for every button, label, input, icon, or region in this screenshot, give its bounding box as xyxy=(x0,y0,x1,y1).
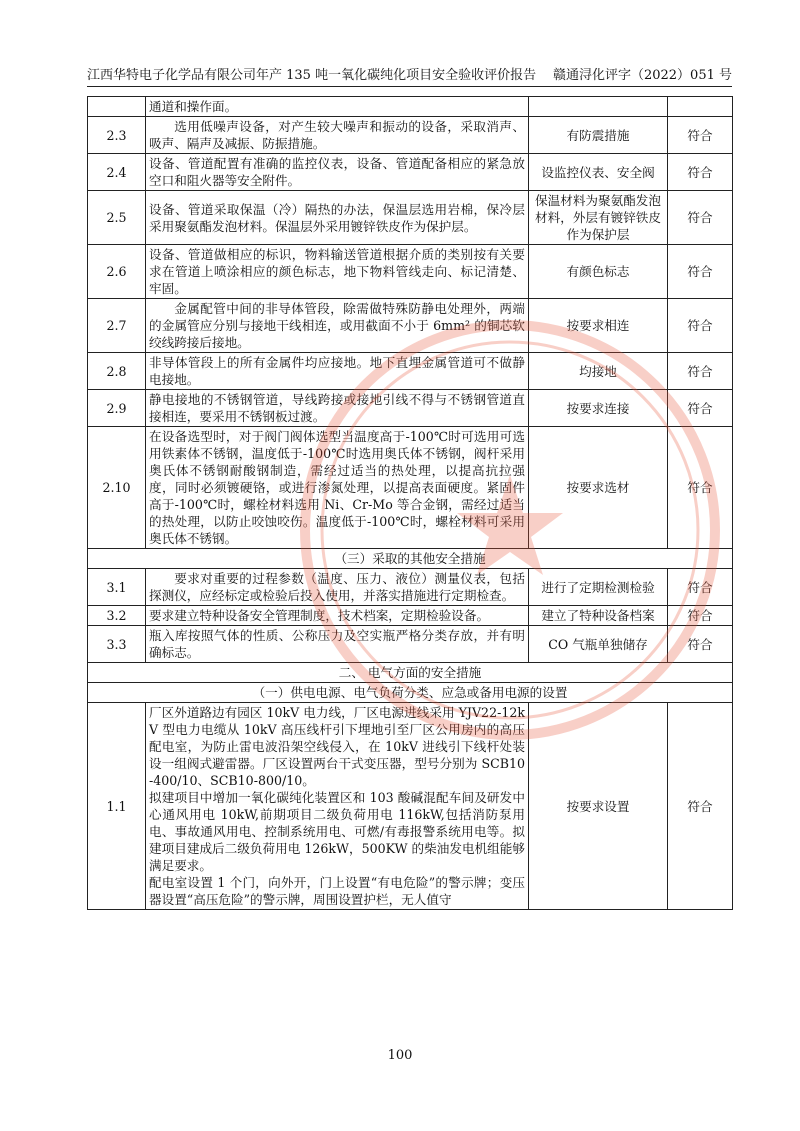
requirement-text: 设备、管道做相应的标识，物料输送管道根据介质的类别按有关要求在管道上喷涂相应的颜色标志，地下物料管线走向、标记清楚、牢固。 xyxy=(149,247,525,296)
section-row xyxy=(88,683,733,703)
table-row xyxy=(88,427,733,549)
implemented-measure: 均接地 xyxy=(529,353,668,390)
item-number xyxy=(88,97,146,117)
page-number: 100 xyxy=(387,1048,413,1063)
compliance-result: 符合 xyxy=(668,703,733,910)
item-number: 3.2 xyxy=(88,606,146,626)
item-number: 3.3 xyxy=(88,626,146,663)
section-heading: （三）采取的其他安全措施 xyxy=(88,549,733,569)
table-row xyxy=(88,245,733,299)
requirement-text: 在设备选型时，对于阀门阀体选型当温度高于-100℃时可选用可选用铁素体不锈钢，温度低于-100℃时选用奥氏体不锈钢，阀杆采用奥氏体不锈钢耐酸钢制造，需经过适当的热处理，以提高抗拉强度，同时必须镀硬铬，或进行渗氮处理，以提高表面硬度。紧固件高于-100℃时，螺栓材料选用 Ni、Cr-Mo 等合金钢，需经过适当的热处理，以防止咬蚀咬伤。温度低于-100℃时，螺栓材料可采用奥氏体不锈钢。 xyxy=(149,429,525,546)
requirement-text: 瓶入库按照气体的性质、公称压力及空实瓶严格分类存放，并有明确标志。 xyxy=(149,628,525,660)
requirement-cell xyxy=(146,569,529,606)
compliance-result: 符合 xyxy=(668,245,733,299)
compliance-result: 符合 xyxy=(668,569,733,606)
section-heading: 二、 电气方面的安全措施 xyxy=(88,663,733,683)
requirement-text: 要求建立特种设备安全管理制度，技术档案，定期检验设备。 xyxy=(149,608,490,623)
implemented-measure: 进行了定期检测检验 xyxy=(529,569,668,606)
requirement-text: 设备、管道配置有准确的监控仪表，设备、管道配备相应的紧急放空口和阻火器等安全附件。 xyxy=(149,156,525,188)
compliance-result: 符合 xyxy=(668,626,733,663)
table-row xyxy=(88,703,733,910)
requirement-text: 厂区外道路边有园区 10kV 电力线，厂区电源进线采用 YJV22-12kV 型电力电缆从 10kV 高压线杆引下埋地引至厂区公用房内的高压配电室，为防止雷电波沿架空线侵入，在 10kV 进线引下线杆处装设一组阀式避雷器。厂区设置两台干式变压器，型号分别为 SCB10-400/10、SCB10-800/10。 xyxy=(149,705,525,788)
table-row xyxy=(88,191,733,245)
table-row xyxy=(88,569,733,606)
item-number: 2.5 xyxy=(88,191,146,245)
compliance-result: 符合 xyxy=(668,154,733,191)
compliance-result: 符合 xyxy=(668,299,733,353)
table-row xyxy=(88,626,733,663)
table-row xyxy=(88,117,733,154)
item-number: 1.1 xyxy=(88,703,146,910)
requirement-cell xyxy=(146,353,529,390)
implemented-measure: 保温材料为聚氨酯发泡材料，外层有镀锌铁皮作为保护层 xyxy=(529,191,668,245)
table-row xyxy=(88,299,733,353)
implemented-measure: 有防震措施 xyxy=(529,117,668,154)
requirement-text: 拟建项目中增加一氧化碳纯化装置区和 103 酸碱混配车间及研发中心通风用电 10kW,前期项目二级负荷用电 116kW,包括消防泵用电、事故通风用电、控制系统用电、可燃/有毒报警系统用电等。拟建项目建成后二级负荷用电 126kW，500KW 的柴油发电机组能够满足要求。 xyxy=(149,790,525,873)
safety-measures-table xyxy=(87,96,733,910)
requirement-cell xyxy=(146,626,529,663)
requirement-text: 通道和操作面。 xyxy=(149,99,238,114)
implemented-measure: 有颜色标志 xyxy=(529,245,668,299)
implemented-measure: CO 气瓶单独储存 xyxy=(529,626,668,663)
compliance-result: 符合 xyxy=(668,353,733,390)
table-row xyxy=(88,606,733,626)
page-header xyxy=(87,66,732,87)
item-number: 2.4 xyxy=(88,154,146,191)
implemented-measure: 按要求设置 xyxy=(529,703,668,910)
implemented-measure: 按要求连接 xyxy=(529,390,668,427)
item-number: 2.9 xyxy=(88,390,146,427)
requirement-cell xyxy=(146,154,529,191)
requirement-cell xyxy=(146,427,529,549)
requirement-text: 选用低噪声设备，对产生较大噪声和振动的设备，采取消声、吸声、隔声及减振、防振措施。 xyxy=(149,119,525,151)
requirement-cell xyxy=(146,299,529,353)
implemented-measure: 按要求选材 xyxy=(529,427,668,549)
report-title: 江西华特电子化学品有限公司年产 135 吨一氧化碳纯化项目安全验收评价报告 xyxy=(87,68,537,83)
item-number: 2.6 xyxy=(88,245,146,299)
section-row xyxy=(88,549,733,569)
section-row xyxy=(88,663,733,683)
requirement-cell xyxy=(146,97,529,117)
compliance-result xyxy=(668,97,733,117)
requirement-cell xyxy=(146,191,529,245)
implemented-measure xyxy=(529,97,668,117)
implemented-measure: 按要求相连 xyxy=(529,299,668,353)
requirement-cell xyxy=(146,703,529,910)
requirement-text: 配电室设置 1 个门，向外开，门上设置“有电危险”的警示牌；变压器设置“高压危险”的警示牌，周围设置护栏，无人值守 xyxy=(149,875,525,907)
report-number: 赣通浔化评字（2022）051 号 xyxy=(552,68,732,83)
item-number: 3.1 xyxy=(88,569,146,606)
item-number: 2.7 xyxy=(88,299,146,353)
item-number: 2.8 xyxy=(88,353,146,390)
requirement-text: 设备、管道采取保温（冷）隔热的办法，保温层选用岩棉，保冷层采用聚氨酯发泡材料。保温层外采用镀锌铁皮作为保护层。 xyxy=(149,201,525,234)
requirement-text: 金属配管中间的非导体管段，除需做特殊防静电处理外，两端的金属管应分别与接地干线相连，或用截面不小于 6mm² 的铜芯软绞线跨接后接地。 xyxy=(149,301,525,350)
table-row xyxy=(88,154,733,191)
requirement-text: 要求对重要的过程参数（温度、压力、液位）测量仪表，包括探测仪，应经标定或检验后投入使用，并落实措施进行定期检查。 xyxy=(149,571,525,603)
table-row xyxy=(88,353,733,390)
compliance-result: 符合 xyxy=(668,427,733,549)
compliance-result: 符合 xyxy=(668,117,733,154)
requirement-cell xyxy=(146,606,529,626)
item-number: 2.3 xyxy=(88,117,146,154)
table-row xyxy=(88,97,733,117)
table-row xyxy=(88,390,733,427)
item-number: 2.10 xyxy=(88,427,146,549)
requirement-text: 静电接地的不锈钢管道，导线跨接或接地引线不得与不锈钢管道直接相连，要采用不锈钢板过渡。 xyxy=(149,392,525,424)
compliance-result: 符合 xyxy=(668,191,733,245)
implemented-measure: 设监控仪表、安全阀 xyxy=(529,154,668,191)
compliance-result: 符合 xyxy=(668,606,733,626)
requirement-cell xyxy=(146,390,529,427)
requirement-text: 非导体管段上的所有金属件均应接地。地下直埋金属管道可不做静电接地。 xyxy=(149,355,525,387)
implemented-measure: 建立了特种设备档案 xyxy=(529,606,668,626)
requirement-cell xyxy=(146,117,529,154)
compliance-result: 符合 xyxy=(668,390,733,427)
section-heading: （一）供电电源、电气负荷分类、应急或备用电源的设置 xyxy=(88,683,733,703)
requirement-cell xyxy=(146,245,529,299)
